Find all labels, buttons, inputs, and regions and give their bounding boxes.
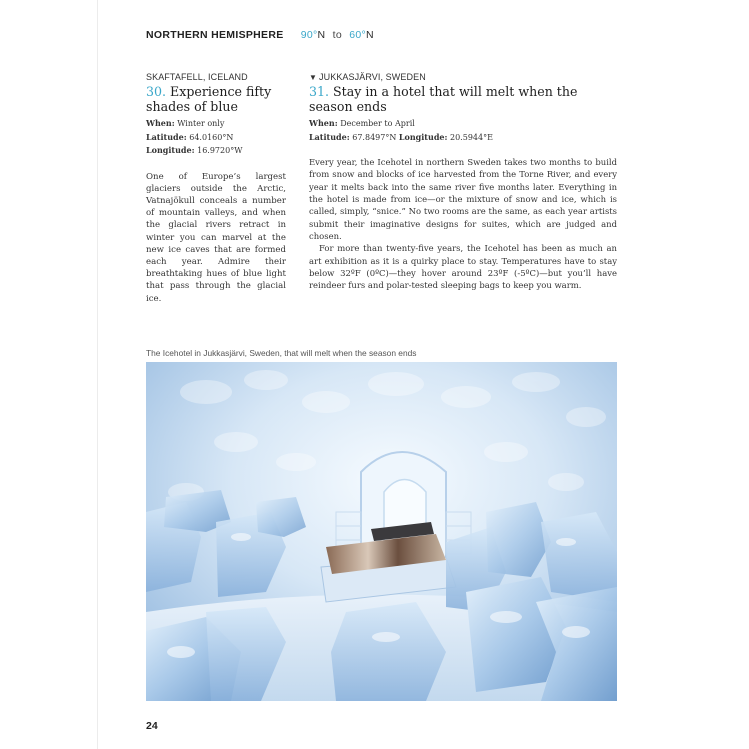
longitude-value: 20.5944°E bbox=[450, 132, 493, 142]
latitude-range-connector: to bbox=[332, 29, 343, 41]
entry-paragraph: Every year, the Icehotel in northern Sweden takes two months to build from snow and blocks of ice harvested from the Torne River, and every year it melts back into the same river five months later. Everything in the hotel is made from ice—or the mixture of snow and ice, which is called, simply, “snice.” No two rooms are the same, as each year artists submit their imaginative designs for suites, which are judged and chosen. bbox=[309, 157, 617, 242]
icehotel-photo bbox=[146, 362, 617, 701]
page-number: 24 bbox=[146, 720, 158, 732]
latitude-to-number: 60° bbox=[349, 29, 367, 41]
photo-caption: The Icehotel in Jukkasjärvi, Sweden, that will melt when the season ends bbox=[146, 348, 417, 358]
page-edge-line bbox=[97, 0, 98, 749]
entry-when bbox=[309, 117, 617, 131]
longitude-label: Longitude: bbox=[398, 131, 448, 142]
when-label: When: bbox=[309, 118, 338, 128]
latitude-value: 64.0160°N bbox=[189, 132, 234, 142]
entry-number: 30. bbox=[146, 84, 167, 99]
when-value: December to April bbox=[340, 119, 415, 128]
when-value: Winter only bbox=[177, 119, 225, 128]
entry-longitude bbox=[146, 144, 286, 158]
latitude-to-direction: N bbox=[366, 29, 374, 41]
entry-31 bbox=[309, 72, 617, 292]
entry-title bbox=[146, 84, 286, 114]
entry-30 bbox=[146, 72, 286, 305]
latitude-from-direction: N bbox=[317, 29, 326, 41]
entry-location bbox=[146, 72, 286, 83]
entry-coordinates bbox=[309, 131, 617, 145]
when-label: When: bbox=[146, 118, 175, 128]
ice-room-illustration bbox=[146, 362, 617, 701]
longitude-value: 16.9720°W bbox=[197, 146, 243, 155]
entry-latitude bbox=[146, 131, 286, 145]
entry-title bbox=[309, 84, 617, 114]
longitude-label: Longitude: bbox=[146, 145, 195, 155]
entry-paragraph: One of Europe’s largest glaciers outside the Arctic, Vatnajökull conceals a number of mountain valleys, and when the glacial rivers retract in winter you can marvel at the new ice caves that are formed each year. Admire their breathtaking hues of blue light that pass through the glacial ice. bbox=[146, 171, 286, 304]
entry-body bbox=[146, 171, 286, 305]
section-title: NORTHERN HEMISPHERE bbox=[146, 29, 284, 41]
latitude-label: Latitude: bbox=[146, 131, 187, 142]
entry-title-text: Experience fifty shades of blue bbox=[146, 84, 272, 114]
entry-location bbox=[309, 72, 617, 83]
entry-when bbox=[146, 117, 286, 131]
entry-paragraph: For more than twenty-five years, the Icehotel has been as much an art exhibition as it is a quirky place to stay. Temperatures have to stay below 32ºF (0ºC)—they hover around 23ºF (-5ºC)—but you’ll have reindeer furs and polar-tested sleeping bags to keep you warm. bbox=[309, 243, 617, 291]
latitude-from-number: 90° bbox=[300, 29, 318, 41]
triangle-marker-icon: ▼ bbox=[309, 73, 318, 82]
running-head bbox=[146, 29, 374, 41]
latitude-label: Latitude: bbox=[309, 131, 350, 142]
entry-title-text: Stay in a hotel that will melt when the season ends bbox=[309, 84, 578, 114]
entry-body bbox=[309, 156, 617, 292]
entry-location-text: SKAFTAFELL, ICELAND bbox=[146, 72, 248, 82]
latitude-value: 67.8497°N bbox=[352, 132, 397, 142]
entry-location-text: JUKKASJÄRVI, SWEDEN bbox=[319, 72, 426, 82]
entry-number: 31. bbox=[309, 84, 330, 99]
